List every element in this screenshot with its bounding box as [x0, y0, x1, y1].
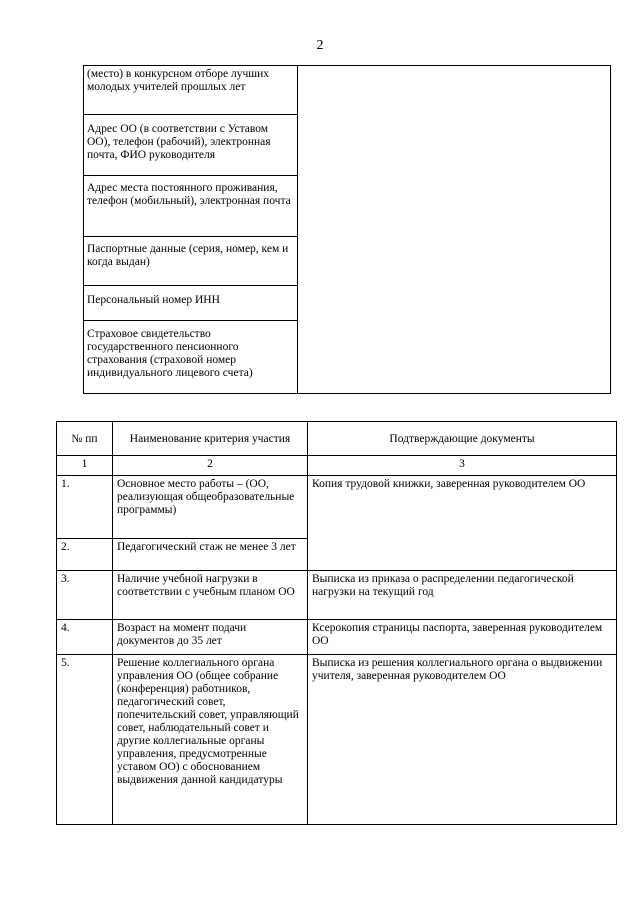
info-label: (место) в конкурсном отборе лучших молодых учителей прошлых лет: [84, 66, 298, 115]
info-label: Адрес ОО (в соответствии с Уставом ОО), телефон (рабочий), электронная почта, ФИО руководителя: [84, 115, 298, 176]
info-label: Паспортные данные (серия, номер, кем и когда выдан): [84, 237, 298, 286]
column-number-row: [57, 456, 617, 476]
criterion-cell: Педагогический стаж не менее 3 лет: [113, 539, 308, 571]
table-row: [57, 620, 617, 655]
info-value-cell: [298, 66, 611, 394]
criteria-table: [56, 421, 617, 825]
criterion-cell: Решение коллегиального органа управления ОО (общее собрание (конференция) работников, педагогический совет, попечительский совет, управляющий совет, наблюдательный совет и другие коллегиальные органы управления, предусмотренные уставом ОО) с обоснованием выдвижения данной кандидатуры: [113, 655, 308, 825]
page-number: 2: [316, 38, 324, 53]
documents-cell: Выписка из приказа о распределении педагогической нагрузки на текущий год: [308, 571, 617, 620]
info-label: Персональный номер ИНН: [84, 286, 298, 321]
table-row: [57, 655, 617, 825]
table-row: [84, 66, 611, 115]
table-row: [57, 571, 617, 620]
row-number: 3.: [57, 571, 113, 620]
documents-cell: Выписка из решения коллегиального органа о выдвижении учителя, заверенная руководителем ОО: [308, 655, 617, 825]
table-header-row: [57, 422, 617, 456]
documents-cell: Ксерокопия страницы паспорта, заверенная руководителем ОО: [308, 620, 617, 655]
row-number: 1.: [57, 476, 113, 539]
header-documents: Подтверждающие документы: [308, 422, 617, 456]
applicant-info-table: [83, 65, 611, 394]
column-number: 1: [57, 456, 113, 476]
header-criterion: Наименование критерия участия: [113, 422, 308, 456]
table-row: [57, 476, 617, 539]
info-label: Страховое свидетельство государственного пенсионного страхования (страховой номер индивидуального лицевого счета): [84, 321, 298, 394]
info-label: Адрес места постоянного проживания, телефон (мобильный), электронная почта: [84, 176, 298, 237]
column-number: 3: [308, 456, 617, 476]
row-number: 5.: [57, 655, 113, 825]
column-number: 2: [113, 456, 308, 476]
row-number: 2.: [57, 539, 113, 571]
row-number: 4.: [57, 620, 113, 655]
criterion-cell: Возраст на момент подачи документов до 35 лет: [113, 620, 308, 655]
documents-cell: Копия трудовой книжки, заверенная руководителем ОО: [308, 476, 617, 571]
header-num: № пп: [57, 422, 113, 456]
criterion-cell: Наличие учебной нагрузки в соответствии с учебным планом ОО: [113, 571, 308, 620]
criterion-cell: Основное место работы – (ОО, реализующая общеобразовательные программы): [113, 476, 308, 539]
